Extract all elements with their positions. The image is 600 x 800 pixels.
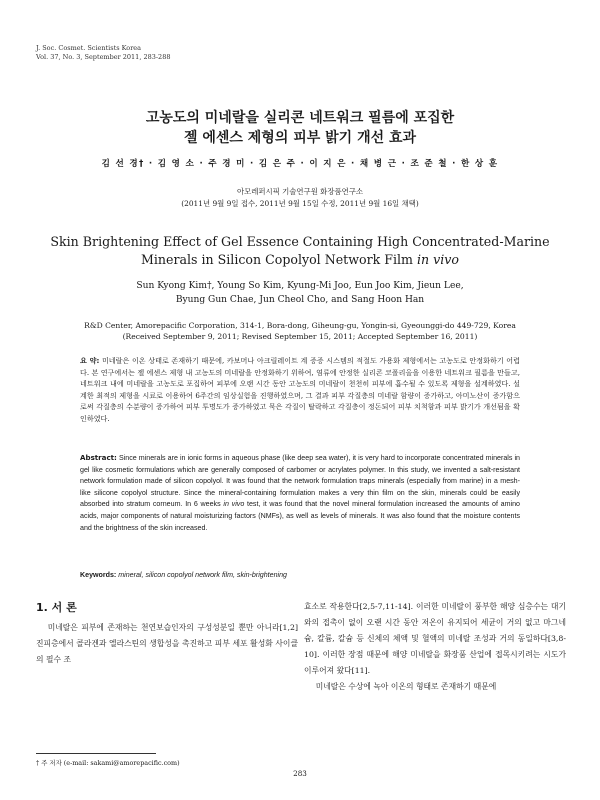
english-dates: (Received September 9, 2011; Revised September 15, 2011; Accepted September 16, 2011) <box>122 332 478 341</box>
english-abstract-text-b: test, it was found that the novel mineral formulation increased the amounts of amino acids, major components of natural moisturizing factors (NMFs), as well as levels of minerals. It was also found that the moisture contents and the brightness of the skin increased. <box>80 500 520 532</box>
journal-name: J. Soc. Cosmet. Scientists Korea <box>36 44 142 52</box>
english-authors-line2: Byung Gun Chae, Jun Cheol Cho, and Sang Hoon Han <box>175 295 425 305</box>
section-heading-introduction: 1. 서 론 <box>36 601 77 614</box>
journal-citation <box>36 44 170 61</box>
english-title-line2-text: Minerals in Silicon Copolyol Network Film <box>140 252 418 267</box>
body-paragraph: 효소로 작용한다[2,5-7,11-14]. 이러한 미네랄이 풍부한 해양 심층수는 대기와의 접촉이 없이 오랜 시간 동안 저온이 유지되어 세균이 거의 없고 마그네슘, 칼륨, 칼슘 등 신체의 체액 및 혈액의 미네랄 조성과 거의 동일하다[3,8-10]. 이러한 장점 때문에 해양 미네랄을 화장품 산업에 접목시키려는 시도가 이루어져 왔다[11]. <box>304 602 566 675</box>
footnote: † 주 저자 (e-mail: sakami@amorepacific.com) <box>36 759 180 767</box>
english-abstract-label: Abstract: <box>80 453 117 462</box>
english-title-line1: Skin Brightening Effect of Gel Essence Containing High Concentrated-Marine <box>50 234 550 249</box>
english-title-italic: in vivo <box>417 252 459 267</box>
keywords-label: Keywords: <box>80 571 117 579</box>
korean-authors: 김 선 경† · 김 영 소 · 주 경 미 · 김 은 주 · 이 지 은 · 채 병 근 · 조 준 철 · 한 상 훈 <box>101 159 499 169</box>
korean-abstract <box>80 355 520 425</box>
body-column-right <box>304 599 566 695</box>
korean-title-line1: 고농도의 미네랄을 실리콘 네트워크 필름에 포집한 <box>145 110 455 126</box>
keywords <box>80 571 287 579</box>
body-paragraph: 미네랄은 피부에 존재하는 천연보습인자의 구성성분일 뿐만 아니라[1,2] 진피층에서 콜라겐과 엘라스틴의 생합성을 촉진하고 피부 세포 활성화 사이클의 필수 조 <box>36 623 298 664</box>
english-title-line2 <box>0 251 600 269</box>
korean-dates: (2011년 9월 9일 접수, 2011년 9월 15일 수정, 2011년 9월 16일 채택) <box>181 199 419 208</box>
english-title <box>0 233 600 269</box>
footnote-divider <box>36 753 156 754</box>
english-affiliation <box>0 320 600 342</box>
english-abstract <box>80 452 520 534</box>
page-number: 283 <box>293 769 307 778</box>
body-paragraph: 미네랄은 수상에 녹아 이온의 형태로 존재하기 때문에 <box>315 682 497 691</box>
english-abstract-italic: in vivo <box>223 500 245 509</box>
korean-affiliation-name: 아모레퍼시픽 기술연구원 화장품연구소 <box>236 187 364 196</box>
keywords-text: mineral, silicon copolyol network film, skin-brightening <box>118 571 287 579</box>
english-abstract-text-a: Since minerals are in ionic forms in aqueous phase (like deep sea water), it is very hard to incorporate concentrated minerals in gel like cosmetic formulations which are generally composed of carbomer or acrylates polymer. In this study, we invented a salt-resistant network formulation made of silicon copolyol. It was found that the network formulation traps minerals (especially from marine) in a mesh-like silicone copolyol structure. Since the mineral-containing formulation makes a very thin film on the skin, minerals could be easily absorbed into stratum corneum. In 6 weeks <box>80 454 520 509</box>
korean-abstract-text: 미네랄은 이온 상태로 존재하기 때문에, 카보머나 아크릴레이트 계 증증 시스템의 적절도 가용화 제형에서는 고농도로 안정화하기 어렵다. 본 연구에서는 젤 에센스 제형 내 고농도의 미네랄을 안정화하기 위하여, 염류에 안정한 실리콘 코폴리올을 이용한 네트워크 필름을 만들고, 네트워크 내에 미네랄을 고농도로 포집하여 피부에 오랜 시간 동안 고농도의 미네랄이 천천히 피부에 흡수될 수 있도록 제형을 설계하였다. 설계한 최적의 제형을 시료로 이용하여 6주간의 임상실험을 진행하였으며, 그 결과 피부 각질층의 미네랄 함량이 증가하고, 아미노산이 증가함으로써 각질층의 수분량이 증가하여 피부 투명도가 증가하였고 묵은 각질이 탈락하고 각질층이 정돈되어 피부 치척함과 피부 밝기가 개선됨을 확인하였다. <box>80 356 520 423</box>
korean-affiliation <box>0 186 600 210</box>
english-authors <box>0 279 600 307</box>
journal-volume: Vol. 37, No. 3, September 2011, 283-288 <box>36 52 171 61</box>
korean-title <box>0 108 600 148</box>
english-affiliation-address: R&D Center, Amorepacific Corporation, 314-1, Bora-dong, Giheung-gu, Yongin-si, Gyeounggi-do 449-729, Korea <box>84 321 516 330</box>
body-column-left <box>36 620 298 668</box>
korean-title-line2: 젤 에센스 제형의 피부 밝기 개선 효과 <box>183 130 417 146</box>
english-authors-line1: Sun Kyong Kim†, Young So Kim, Kyung-Mi Joo, Eun Joo Kim, Jieun Lee, <box>136 281 464 291</box>
korean-abstract-label: 요 약: <box>80 356 100 365</box>
